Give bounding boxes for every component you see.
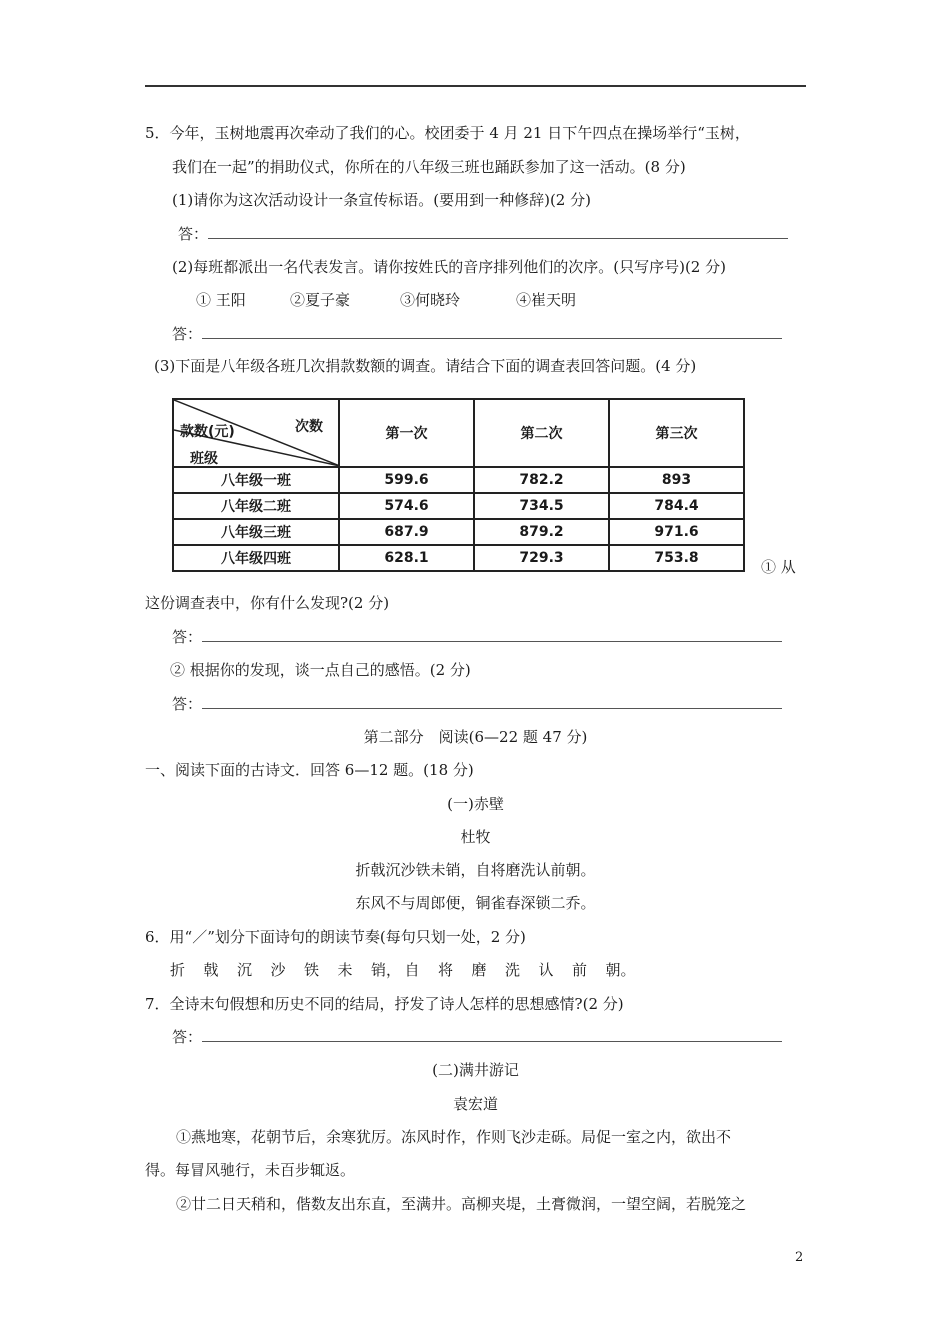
value-cell: 734.5 (474, 493, 609, 519)
part2-heading: 第二部分 阅读(6—22 题 47 分) (363, 728, 588, 746)
name-option-2: ②夏子豪 (290, 291, 351, 309)
corner-label-amount: 款数(元) (180, 424, 235, 440)
value-cell: 782.2 (474, 467, 609, 493)
column-header: 第三次 (609, 399, 744, 467)
poem-char: 磨 (471, 961, 487, 979)
answer-line[interactable] (208, 238, 788, 239)
prose-title: (二)满井游记 (432, 1061, 519, 1079)
q5-sub1-text: 这份调查表中，你有什么发现?(2 分) (145, 594, 390, 612)
prose-paragraph-1: ①燕地寒，花朝节后，余寒犹厉。冻风时作，作则飞沙走砾。局促一室之内，欲出不 (176, 1128, 732, 1146)
donation-survey-table (172, 398, 745, 572)
poem-char: 沙 (270, 961, 286, 979)
class-cell: 八年级三班 (173, 519, 339, 545)
poem-author: 杜牧 (460, 828, 491, 846)
q6-text: 6．用“／”划分下面诗句的朗读节奏(每句只划一处，2 分) (145, 928, 526, 946)
name-option-4: ④崔天明 (516, 291, 577, 309)
value-cell: 971.6 (609, 519, 744, 545)
answer-line[interactable] (202, 641, 782, 642)
answer-label: 答： (178, 225, 209, 243)
value-cell: 893 (609, 467, 744, 493)
table-row (173, 467, 744, 493)
answer-label: 答： (172, 628, 203, 646)
q5-line2: 我们在一起”的捐助仪式，你所在的八年级三班也踊跃参加了这一活动。(8 分) (172, 158, 686, 176)
page-number: 2 (795, 1250, 804, 1265)
column-header: 第二次 (474, 399, 609, 467)
name-option-1: ① 王阳 (196, 291, 246, 309)
poem-char: 未 (337, 961, 353, 979)
poem-char: 折 (170, 961, 186, 979)
prose-paragraph-1-cont: 得。每冒风驰行，未百步辄返。 (145, 1161, 356, 1179)
value-cell: 879.2 (474, 519, 609, 545)
answer-line[interactable] (202, 338, 782, 339)
table-header-row (173, 399, 744, 467)
value-cell: 753.8 (609, 545, 744, 571)
answer-line[interactable] (202, 1041, 782, 1042)
poem-char: 销， (371, 961, 402, 979)
poem-char: 前 (572, 961, 588, 979)
poem-char: 认 (538, 961, 554, 979)
section1-intro: 一、阅读下面的古诗文．回答 6—12 题。(18 分) (145, 761, 474, 779)
poem-char: 朝。 (605, 961, 636, 979)
value-cell: 729.3 (474, 545, 609, 571)
answer-label: 答： (172, 695, 203, 713)
poem-char: 戟 (203, 961, 219, 979)
q5-line1: 5．今年，玉树地震再次牵动了我们的心。校团委于 4 月 21 日下午四点在操场举行“玉树， (145, 124, 750, 142)
poem-line: 东风不与周郎便，铜雀春深锁二乔。 (355, 894, 596, 912)
value-cell: 599.6 (339, 467, 474, 493)
corner-label-class: 班级 (190, 451, 218, 467)
answer-line[interactable] (202, 708, 782, 709)
poem-char: 沉 (237, 961, 253, 979)
q5-part2: (2)每班都派出一名代表发言。请你按姓氏的音序排列他们的次序。(只写序号)(2 分) (172, 258, 726, 276)
table-row (173, 519, 744, 545)
name-option-3: ③何晓玲 (400, 291, 461, 309)
value-cell: 574.6 (339, 493, 474, 519)
corner-label-times: 次数 (295, 419, 323, 435)
prose-paragraph-2: ②廿二日天稍和，偕数友出东直，至满井。高柳夹堤，土膏微润，一望空阔，若脱笼之 (176, 1195, 747, 1213)
q5-part3: (3)下面是八年级各班几次捐款数额的调查。请结合下面的调查表回答问题。(4 分) (154, 357, 697, 375)
poem-title: (一)赤壁 (447, 795, 504, 813)
poem-char: 自 (404, 961, 420, 979)
class-cell: 八年级四班 (173, 545, 339, 571)
poem-char: 洗 (505, 961, 521, 979)
q5-sub2-text: ② 根据你的发现，谈一点自己的感悟。(2 分) (170, 661, 471, 679)
column-header: 第一次 (339, 399, 474, 467)
value-cell: 628.1 (339, 545, 474, 571)
q6-poem-chars (170, 959, 639, 980)
poem-char: 将 (438, 961, 454, 979)
poem-line: 折戟沉沙铁未销，自将磨洗认前朝。 (355, 861, 596, 879)
table-row (173, 545, 744, 571)
poem-char: 铁 (304, 961, 320, 979)
table-corner-cell (173, 399, 339, 467)
q7-text: 7．全诗末句假想和历史不同的结局，抒发了诗人怎样的思想感情?(2 分) (145, 995, 624, 1013)
table-row (173, 493, 744, 519)
header-rule (145, 85, 806, 87)
class-cell: 八年级一班 (173, 467, 339, 493)
prose-author: 袁宏道 (452, 1095, 498, 1113)
answer-label: 答： (172, 1028, 203, 1046)
value-cell: 784.4 (609, 493, 744, 519)
q5-sub1-marker: ① 从 (761, 558, 796, 576)
value-cell: 687.9 (339, 519, 474, 545)
q5-part1: (1)请你为这次活动设计一条宣传标语。(要用到一种修辞)(2 分) (172, 191, 591, 209)
class-cell: 八年级二班 (173, 493, 339, 519)
answer-label: 答： (172, 325, 203, 343)
